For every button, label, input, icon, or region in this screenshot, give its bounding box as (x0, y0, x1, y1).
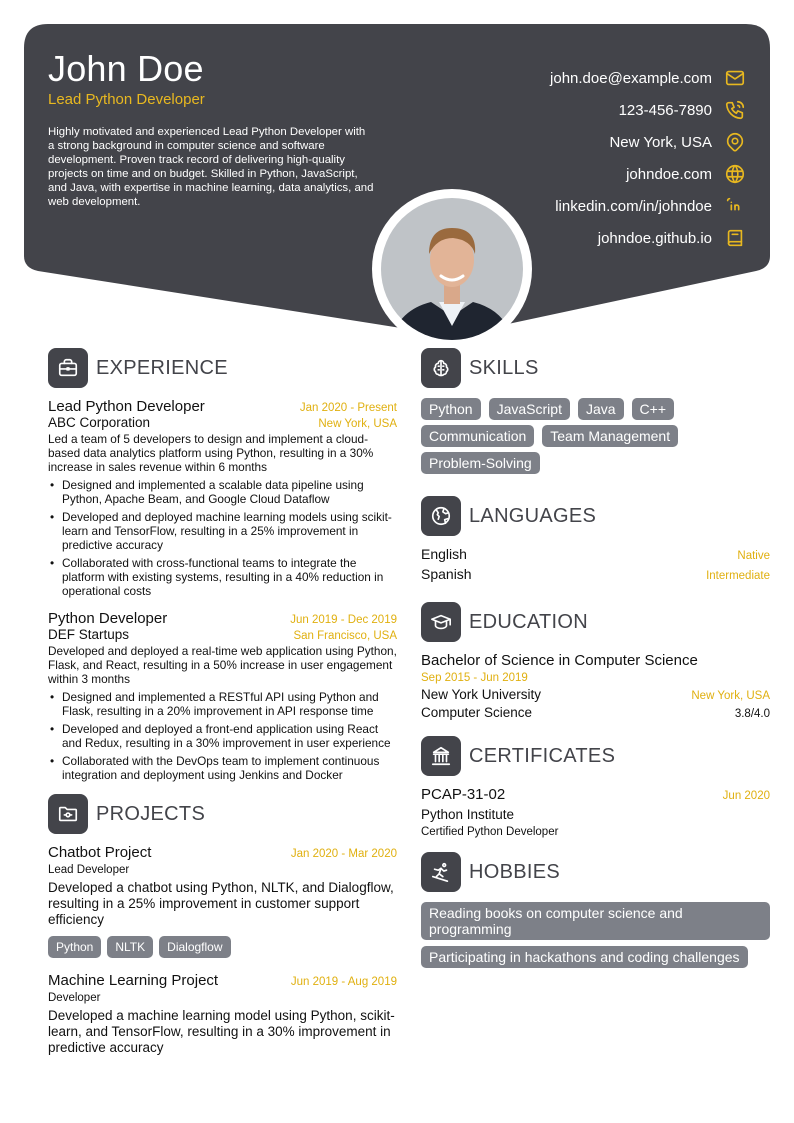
profile-photo (381, 198, 523, 340)
language-level: Intermediate (706, 570, 770, 582)
certificate-name: PCAP-31-02 (421, 786, 506, 803)
right-column (421, 348, 770, 974)
language-row (421, 566, 770, 586)
project-tag: Dialogflow (159, 936, 230, 958)
contact-phone-text[interactable]: 123-456-7890 (618, 101, 712, 119)
project-role: Developer (48, 992, 101, 1004)
skills-title: SKILLS (469, 356, 539, 379)
certificate-description: Certified Python Developer (421, 826, 559, 838)
projects-header (48, 794, 397, 834)
experience-entry (48, 610, 397, 782)
certificate-date: Jun 2020 (722, 790, 770, 802)
location-pin-icon (724, 131, 746, 153)
contact-phone[interactable] (550, 94, 746, 126)
job-bullet: • Developed and deployed machine learning models using scikit-learn and TensorFlow, resulting in a 25% improvement in predictive accuracy (48, 510, 397, 552)
job-company: DEF Startups (48, 627, 130, 642)
project-tags (48, 936, 397, 958)
project-role: Lead Developer (48, 864, 130, 876)
skill-tag: Java (578, 398, 624, 420)
certificates-section (421, 736, 770, 838)
languages-header (421, 496, 770, 536)
job-title: Python Developer (48, 610, 168, 627)
skill-tag: Communication (421, 425, 534, 447)
project-entry (48, 972, 397, 1056)
degree-name: Bachelor of Science in Computer Science (421, 652, 698, 669)
candidate-name: John Doe (48, 48, 204, 89)
building-columns-icon (421, 736, 461, 776)
globe-icon (724, 163, 746, 185)
job-date: Jun 2019 - Dec 2019 (290, 614, 397, 626)
experience-title: EXPERIENCE (96, 356, 228, 379)
experience-section (48, 348, 397, 782)
left-column (48, 348, 397, 1068)
education-section (421, 602, 770, 720)
education-date: Sep 2015 - Jun 2019 (421, 672, 528, 684)
contact-linkedin-text[interactable]: linkedin.com/in/johndoe (555, 197, 712, 215)
project-date: Jun 2019 - Aug 2019 (290, 976, 397, 988)
skill-tag: C++ (632, 398, 674, 420)
job-location: New York, USA (318, 418, 397, 430)
folder-icon (48, 794, 88, 834)
linkedin-icon (724, 195, 746, 217)
certificates-title: CERTIFICATES (469, 744, 616, 767)
phone-icon (724, 99, 746, 121)
briefcase-icon (48, 348, 88, 388)
job-bullet: • Designed and implemented a RESTful API using Python and Flask, resulting in a 20% improvement in API response time (48, 690, 397, 718)
school-name: New York University (421, 687, 542, 702)
bookmark-icon (724, 227, 746, 249)
skill-tag: Python (421, 398, 481, 420)
project-tag: NLTK (107, 936, 153, 958)
language-name: English (421, 546, 467, 562)
project-title: Chatbot Project (48, 844, 152, 861)
project-tag: Python (48, 936, 101, 958)
skills-section (421, 348, 770, 474)
contact-list (550, 62, 746, 254)
portrait-image (381, 198, 523, 340)
job-bullet: • Collaborated with cross-functional teams to integrate the platform with existing systems, resulting in a 40% reduction in operational costs (48, 556, 397, 598)
contact-location (550, 126, 746, 158)
languages-section (421, 496, 770, 586)
job-summary: Developed and deployed a real-time web application using Python, Flask, and React, resulting in a 50% increase in user engagement within 3 months (48, 644, 397, 686)
project-description: Developed a machine learning model using Python, scikit-learn, and TensorFlow, resulting in a 30% improvement in predictive accuracy (48, 1008, 395, 1055)
job-location: San Francisco, USA (293, 630, 397, 642)
skills-header (421, 348, 770, 388)
hobby-tag: Participating in hackathons and coding challenges (421, 946, 748, 968)
languages-title: LANGUAGES (469, 504, 597, 527)
candidate-role: Lead Python Developer (48, 91, 205, 108)
hobbies-title: HOBBIES (469, 860, 561, 883)
job-bullet: • Designed and implemented a scalable data pipeline using Python, Apache Beam, and Google Cloud Dataflow (48, 478, 397, 506)
job-bullet: • Collaborated with the DevOps team to implement continuous integration and deployment using Jenkins and Docker (48, 754, 397, 782)
projects-title: PROJECTS (96, 802, 206, 825)
job-summary: Led a team of 5 developers to design and implement a cloud-based data analytics platform using Python, resulting in a 30% increase in sales revenue within 6 months (48, 432, 374, 474)
school-location: New York, USA (691, 690, 770, 702)
language-icon (421, 496, 461, 536)
contact-email[interactable] (550, 62, 746, 94)
language-level: Native (737, 550, 770, 562)
education-title: EDUCATION (469, 610, 588, 633)
certificate-issuer: Python Institute (421, 807, 515, 822)
profile-summary: Highly motivated and experienced Lead Python Developer with a strong background in computer science and software development. Proven track record of delivering high-quality projects on time and on budget. Skilled in Python, JavaScript, and Java, with expertise in machine learning, data analytics, and web development. (48, 126, 374, 208)
job-bullets (48, 690, 397, 782)
certificates-header (421, 736, 770, 776)
language-row (421, 546, 770, 566)
skill-tag: Problem-Solving (421, 452, 540, 474)
project-description: Developed a chatbot using Python, NLTK, and Dialogflow, resulting in a 25% improvement in customer support efficiency (48, 880, 394, 927)
skiing-person-icon (421, 852, 461, 892)
job-bullets (48, 478, 397, 598)
job-bullet: • Developed and deployed a front-end application using React and Redux, resulting in a 30% improvement in user experience (48, 722, 397, 750)
contact-website-text[interactable]: johndoe.com (626, 165, 712, 183)
contact-website[interactable] (550, 158, 746, 190)
profile-photo-frame (372, 189, 532, 349)
hobbies-section (421, 852, 770, 974)
contact-email-text[interactable]: john.doe@example.com (550, 69, 712, 87)
projects-section (48, 794, 397, 1056)
field-of-study: Computer Science (421, 705, 533, 720)
skill-tag: Team Management (542, 425, 678, 447)
mail-icon (724, 67, 746, 89)
project-title: Machine Learning Project (48, 972, 219, 989)
hobby-tag: Reading books on computer science and programming (421, 902, 770, 940)
contact-location-text: New York, USA (609, 133, 712, 151)
graduation-cap-icon (421, 602, 461, 642)
hobbies-header (421, 852, 770, 892)
project-entry (48, 844, 397, 958)
experience-entry (48, 398, 397, 598)
skill-tags (421, 398, 770, 474)
job-title: Lead Python Developer (48, 398, 205, 415)
contact-github-text[interactable]: johndoe.github.io (597, 229, 712, 247)
job-company: ABC Corporation (48, 415, 151, 430)
gpa: 3.8/4.0 (734, 708, 770, 720)
skill-tag: JavaScript (489, 398, 570, 420)
experience-header (48, 348, 397, 388)
project-date: Jan 2020 - Mar 2020 (290, 848, 397, 860)
language-name: Spanish (421, 566, 472, 582)
contact-github[interactable] (550, 222, 746, 254)
brain-icon (421, 348, 461, 388)
contact-linkedin[interactable] (550, 190, 746, 222)
education-header (421, 602, 770, 642)
job-date: Jan 2020 - Present (299, 402, 397, 414)
